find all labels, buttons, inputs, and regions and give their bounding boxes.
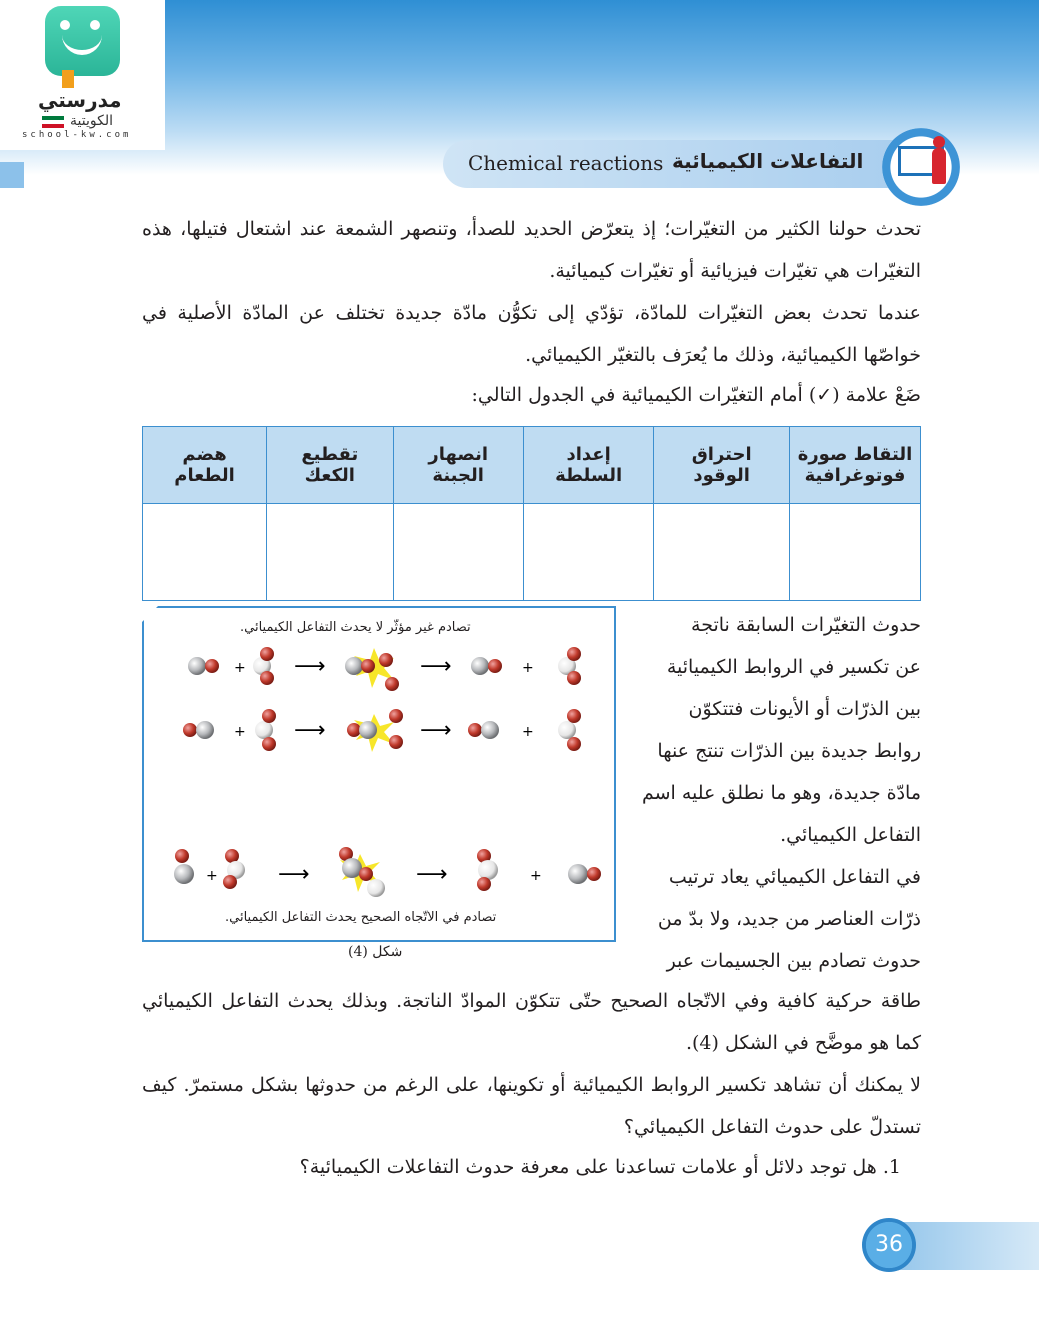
plus-sign: + xyxy=(234,660,246,676)
table-header: إعداد السلطة xyxy=(523,427,654,504)
plus-sign: + xyxy=(522,660,534,676)
answer-cell[interactable] xyxy=(267,504,393,601)
oxygen-atom xyxy=(488,659,502,673)
reaction-arrow: ⟶ xyxy=(294,718,326,743)
side-text-line: حدوث تصادم بين الجسيمات عبر xyxy=(666,950,921,972)
reaction-arrow: ⟶ xyxy=(294,654,326,679)
table-header: هضم الطعام xyxy=(143,427,267,504)
plus-sign: + xyxy=(206,868,218,884)
oxygen-atom xyxy=(389,735,403,749)
section-title-en: Chemical reactions xyxy=(468,151,664,175)
carbon-atom xyxy=(359,721,377,739)
logo-name: مدرستي xyxy=(38,88,122,112)
row-ineffective-1 xyxy=(188,647,581,691)
carbon-atom xyxy=(481,721,499,739)
row-ineffective-2 xyxy=(183,709,581,752)
oxygen-atom xyxy=(223,875,237,889)
plus-sign: + xyxy=(234,724,246,740)
paragraph-intro: تحدث حولنا الكثير من التغيّرات؛ إذ يتعرّض الحديد للصدأ، وتنصهر الشمعة عند اشتعال فتيلها، هذه التغيّرات هي تغيّرات فيزيائية أو تغيّرات كيميائية. xyxy=(142,218,921,282)
oxygen-atom xyxy=(567,647,581,661)
page-number: 36 xyxy=(862,1218,916,1272)
carbon-atom xyxy=(471,657,489,675)
chemical-changes-table xyxy=(142,426,921,601)
oxygen-atom xyxy=(477,877,491,891)
logo-subtitle: الكويتية xyxy=(70,113,113,129)
side-text-line: حدوث التغيّرات السابقة ناتجة xyxy=(691,614,921,636)
oxygen-atom xyxy=(205,659,219,673)
collision-diagram xyxy=(142,606,612,938)
oxygen-atom xyxy=(567,709,581,723)
side-text-line: روابط جديدة بين الذرّات تنتج عنها xyxy=(657,740,921,762)
plus-sign: + xyxy=(530,868,542,884)
table-instruction: ضَعْ علامة (✓) أمام التغيّرات الكيميائية في الجدول التالي: xyxy=(471,384,921,406)
section-title-ar: التفاعلات الكيميائية xyxy=(672,149,864,173)
answer-cell[interactable] xyxy=(790,504,921,601)
carbon-atom xyxy=(342,858,362,878)
reaction-arrow: ⟶ xyxy=(420,718,452,743)
carbon-atom xyxy=(174,864,194,884)
oxygen-atom xyxy=(225,849,239,863)
figure-caption-ineffective: تصادم غير مؤثّر لا يحدث التفاعل الكيميائي. xyxy=(240,620,471,635)
table-header: تقطيع الكعك xyxy=(267,427,393,504)
answer-cell[interactable] xyxy=(523,504,654,601)
paragraph-definition: عندما تحدث بعض التغيّرات للمادّة، تؤدّي إلى تكوُّن مادّة جديدة تختلف عن المادّة الأصلية في خواصّها الكيميائية، وذلك ما يُعرَف بالتغيّر الكيميائي. xyxy=(142,302,921,366)
paragraph-collision: طاقة حركية كافية وفي الاتّجاه الصحيح حتّى تتكوّن الموادّ الناتجة. وبذلك يحدث التفاعل الكيميائي كما هو موضَّح في الشكل (4). xyxy=(142,990,921,1054)
side-text-line: عن تكسير في الروابط الكيميائية xyxy=(666,656,921,678)
oxygen-atom xyxy=(260,647,274,661)
oxygen-atom xyxy=(262,709,276,723)
reaction-arrow: ⟶ xyxy=(420,654,452,679)
kuwait-flag-icon xyxy=(42,116,64,128)
table-header: انصهار الجبنة xyxy=(393,427,523,504)
oxygen-atom xyxy=(183,723,197,737)
oxygen-atom xyxy=(361,659,375,673)
oxygen-atom xyxy=(385,677,399,691)
side-text-line: ذرّات العناصر من جديد، ولا بدّ من xyxy=(657,908,921,930)
plus-sign: + xyxy=(522,724,534,740)
oxygen-atom xyxy=(262,737,276,751)
oxygen-atom xyxy=(567,671,581,685)
carbon-atom xyxy=(345,657,363,675)
oxygen-atom xyxy=(175,849,189,863)
teacher-icon xyxy=(932,148,946,184)
question-1: 1. هل توجد دلائل أو علامات تساعدنا على معرفة حدوث التفاعلات الكيميائية؟ xyxy=(299,1156,901,1178)
margin-marker xyxy=(0,162,24,188)
logo-url: school-kw.com xyxy=(22,130,132,140)
oxygen-atom xyxy=(347,723,361,737)
side-text-line: بين الذرّات أو الأيونات فتتكوّن xyxy=(688,698,921,720)
carbon-atom xyxy=(568,864,588,884)
logo xyxy=(0,0,165,150)
side-text-line: التفاعل الكيميائي. xyxy=(780,824,921,846)
oxygen-atom xyxy=(379,653,393,667)
oxygen-atom xyxy=(587,867,601,881)
oxygen-atom xyxy=(468,723,482,737)
oxygen-atom xyxy=(567,737,581,751)
reaction-arrow: ⟶ xyxy=(278,862,310,887)
answer-cell[interactable] xyxy=(143,504,267,601)
answer-cell[interactable] xyxy=(393,504,523,601)
paragraph-observation: لا يمكنك أن تشاهد تكسير الروابط الكيميائية أو تكوينها، على الرغم من حدوثها بشكل مستمرّ. كيف تستدلّ على حدوث التفاعل الكيميائي؟ xyxy=(142,1074,921,1138)
oxygen-atom xyxy=(260,671,274,685)
table-header: احتراق الوقود xyxy=(654,427,790,504)
reaction-arrow: ⟶ xyxy=(416,862,448,887)
answer-cell[interactable] xyxy=(654,504,790,601)
carbon-atom xyxy=(196,721,214,739)
oxygen-atom xyxy=(389,709,403,723)
figure-label: شكل (4) xyxy=(348,944,403,960)
table-header: التقاط صورة فوتوغرافية xyxy=(790,427,921,504)
carbon-atom xyxy=(188,657,206,675)
side-text-line: مادّة جديدة، وهو ما نطلق عليه اسم xyxy=(641,782,921,804)
oxygen-atom xyxy=(359,867,373,881)
row-effective xyxy=(174,847,601,897)
side-text-line: في التفاعل الكيميائي يعاد ترتيب xyxy=(668,866,921,888)
figure-caption-effective: تصادم في الاتّجاه الصحيح يحدث التفاعل الكيميائي. xyxy=(225,910,497,925)
